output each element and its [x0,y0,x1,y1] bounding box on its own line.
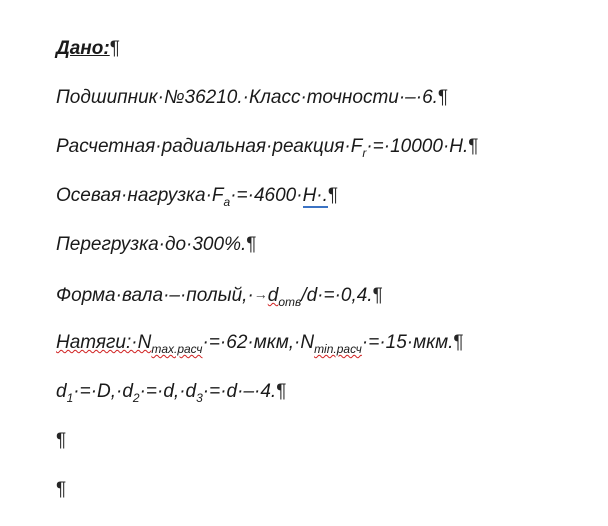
pilcrow-mark: ¶ [109,38,120,59]
radial-reaction-value: ·=·10000·Н. [366,136,469,157]
interference-middle: ·=·62·мкм,·N [202,332,315,353]
bearing-line [56,85,596,134]
axial-load-line [56,183,596,232]
min-subscript: min.расч [314,342,362,356]
d3-subscript: 3 [196,391,203,405]
shaft-bore-var: $d_{отв}$ [267,285,302,309]
axial-load-unit: Н·. [302,185,328,206]
shaft-form-prefix: Форма·вала·–·полый,· [56,285,254,306]
d1-expr: ·=·D,·d [73,381,133,402]
shaft-form-line [56,281,596,330]
interference-suffix: ·=·15·мкм. [361,332,454,353]
max-subscript: max.расч [151,342,203,356]
shaft-form-suffix: /d·=·0,4. [301,285,373,306]
overload-text: Перегрузка·до·300%. [56,234,247,255]
d1-subscript: 1 [66,391,74,405]
interference-line [56,330,596,379]
d1-var: d [56,381,67,402]
document-body [56,36,596,526]
d2-expr: ·=·d,·d [139,381,197,402]
radial-reaction-line [56,134,596,183]
heading-line [56,36,596,85]
axial-load-value: ·=·4600· [230,185,303,206]
pilcrow-mark: ¶ [437,87,449,108]
heading: Дано: [56,38,110,59]
pilcrow-mark: ¶ [276,381,287,402]
tab-arrow-icon: → [253,286,268,302]
overload-line [56,232,596,281]
bearing-text: Подшипник·№36210.·Класс·точности·–·6. [56,87,438,108]
axial-load-prefix: Осевая·нагрузка·F [56,185,224,206]
pilcrow-mark: ¶ [56,479,67,500]
pilcrow-mark: ¶ [453,332,464,353]
diameters-line [56,379,596,428]
pilcrow-mark: ¶ [246,234,257,255]
empty-paragraph [56,477,596,526]
pilcrow-mark: ¶ [468,136,479,157]
radial-subscript: r [362,146,367,160]
empty-paragraph [56,428,596,477]
pilcrow-mark: ¶ [56,430,67,451]
d3-expr: ·=·d·–·4. [202,381,277,402]
d2-subscript: 2 [132,391,140,405]
bore-subscript: отв [278,295,302,309]
interference-label: Натяги:·N [56,332,152,353]
axial-subscript: a [223,195,231,209]
pilcrow-mark: ¶ [327,185,339,206]
pilcrow-mark: ¶ [372,285,383,306]
radial-reaction-prefix: Расчетная·радиальная·реакция·F [56,136,363,157]
